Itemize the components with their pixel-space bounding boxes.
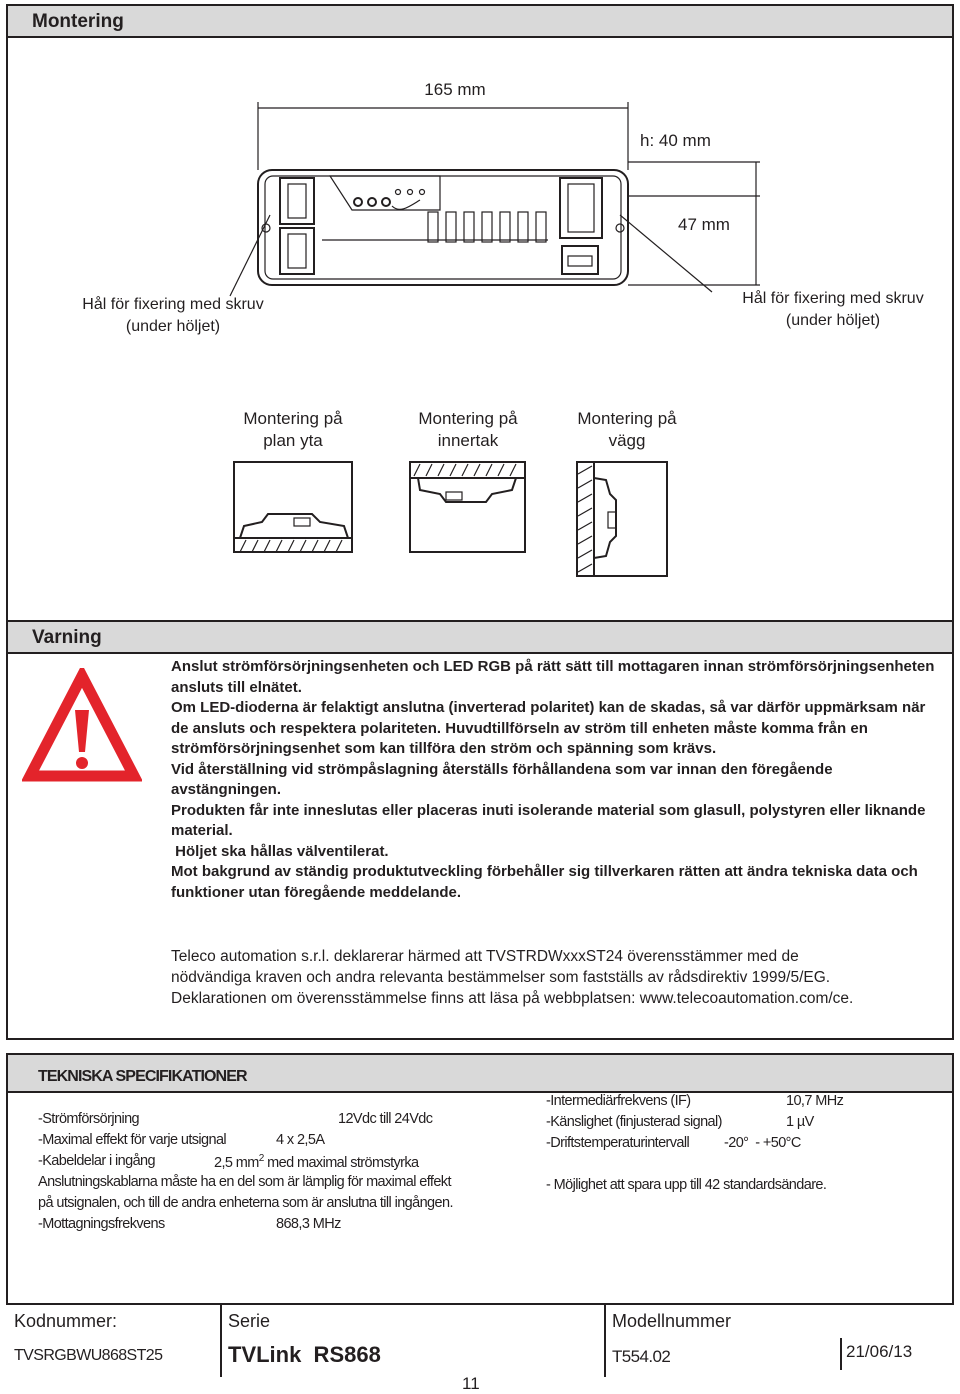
warning-paragraph: Mot bakgrund av ständig produktutveckling förbehåller sig tillverkaren rätten att ändra tekniska data och funktioner utan föregående meddelande. bbox=[171, 863, 918, 901]
spec-memory: - Möjlighet att spara upp till 42 standardsändare. bbox=[546, 1177, 827, 1193]
mode-label-flat: Montering på plan yta bbox=[243, 409, 343, 450]
footer-model-label: Modellnummer bbox=[612, 1311, 732, 1331]
mode-label-ceiling: Montering på innertak bbox=[418, 409, 518, 450]
dim-width-label: 165 mm bbox=[424, 80, 486, 99]
spec-max-effect-label: -Maximal effekt för varje utsignal bbox=[38, 1132, 227, 1148]
footer-series-label: Serie bbox=[228, 1311, 271, 1331]
warning-text bbox=[171, 657, 936, 903]
specs-header bbox=[6, 1053, 954, 1093]
spec-sens-label: -Känslighet (finjusterad signal) bbox=[546, 1114, 722, 1130]
spec-power-value: 12Vdc till 24Vdc bbox=[338, 1111, 433, 1127]
spec-freq-label: -Mottagningsfrekvens bbox=[38, 1216, 165, 1232]
mode-flat-drawing bbox=[234, 462, 352, 552]
page-number: 11 bbox=[462, 1374, 480, 1393]
footer-series-value: TVLink RS868 bbox=[228, 1342, 381, 1367]
declaration-text: Teleco automation s.r.l. deklarerar härmed att TVSTRDWxxxST24 överensstämmer med de nödvändiga kraven och andra relevanta bestämmelser som fastställs av rådsdirektiv 1999/5/EG. Deklarationen om överensstämmelse finns att läsa på webbplatsen: www.telecoautomation.com/ce. bbox=[171, 948, 854, 1007]
leader-left bbox=[230, 215, 270, 296]
mode-label-wall: Montering på vägg bbox=[577, 409, 677, 450]
spec-cable-label: -Kabeldelar i ingång bbox=[38, 1153, 155, 1169]
spec-if-value: 10,7 MHz bbox=[786, 1093, 844, 1109]
dim-height-label: h: 40 mm bbox=[640, 131, 711, 150]
device-drawing bbox=[0, 40, 960, 300]
warning-paragraph: Vid återställning vid strömpåslagning återställs förhållandena som var innan den föregående avstängningen. bbox=[171, 760, 833, 798]
warning-triangle-icon bbox=[22, 668, 142, 784]
footer-date: 21/06/13 bbox=[846, 1342, 913, 1361]
spec-note-line2: på utsignalen, och till de andra enheterna som är anslutna till ingången. bbox=[38, 1195, 453, 1211]
mode-drawings bbox=[0, 455, 960, 580]
mode-ceiling-drawing bbox=[410, 462, 525, 552]
specs-title: TEKNISKA SPECIFIKATIONER bbox=[38, 1068, 247, 1085]
output-terminals bbox=[428, 212, 546, 242]
hole-label-left: Hål för fixering med skruv (under höljet) bbox=[82, 296, 264, 335]
spec-note-line1: Anslutningskablarna måste ha en del som är lämplig för maximal effekt bbox=[38, 1174, 451, 1190]
footer-table bbox=[6, 1303, 954, 1379]
spec-sens-value: 1 µV bbox=[786, 1114, 814, 1130]
spec-cable-value: 2,5 $mm^2$ med maximal strömstyrka bbox=[214, 1153, 419, 1171]
spec-temp-value: -20° - +50°C bbox=[724, 1135, 801, 1151]
warning-paragraph: Produkten får inte inneslutas eller placeras inuti isolerande material som glasull, polystyren eller liknande material. bbox=[171, 801, 926, 839]
spec-max-effect-value: 4 x 2,5A bbox=[276, 1132, 325, 1148]
warning-paragraph: Höljet ska hållas välventilerat. bbox=[171, 842, 389, 860]
spec-freq-value: 868,3 MHz bbox=[276, 1216, 341, 1232]
warning-paragraph: Om LED-dioderna är felaktigt anslutna (inverterad polaritet) kan de skadas, så var därför uppmärksam när de ansluts och respektera polariteten. Huvudtillförseln av ström till enheten måste komma från en strömförsörjningsenhet som kan tillföra den ström och spänning som krävs. bbox=[171, 699, 926, 757]
leader-right bbox=[620, 215, 712, 292]
warning-title: Varning bbox=[32, 627, 102, 648]
footer-model-value: T554.02 bbox=[612, 1347, 671, 1366]
montering-title: Montering bbox=[32, 11, 124, 32]
mode-wall-drawing bbox=[577, 462, 667, 576]
spec-power-label: -Strömförsörjning bbox=[38, 1111, 139, 1127]
montering-header bbox=[6, 4, 954, 38]
footer-code-label: Kodnummer: bbox=[14, 1311, 118, 1331]
footer-code-value: TVSRGBWU868ST25 bbox=[14, 1347, 163, 1364]
warning-paragraph: Anslut strömförsörjningsenheten och LED RGB på rätt sätt till mottagaren innan strömförsörjningsenheten ansluts till elnätet. bbox=[171, 658, 935, 696]
spec-if-label: -Intermediärfrekvens (IF) bbox=[546, 1093, 691, 1109]
dim-depth-label: 47 mm bbox=[678, 215, 730, 234]
spec-temp-label: -Driftstemperaturintervall bbox=[546, 1135, 690, 1151]
hole-label-right: Hål för fixering med skruv (under höljet) bbox=[742, 290, 924, 329]
